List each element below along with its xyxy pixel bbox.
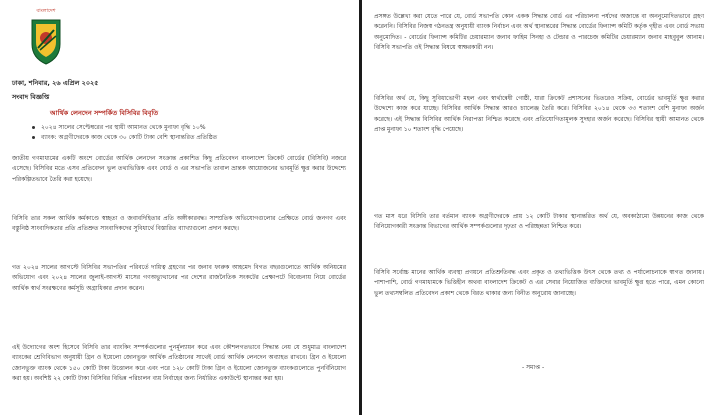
dateline: ঢাকা, শনিবার, ২৬ এপ্রিল ২০২৫ xyxy=(12,79,99,87)
logo-caption: বাংলাদেশ xyxy=(36,8,56,14)
press-release-label: সংবাদ বিজ্ঞপ্তি xyxy=(12,93,50,101)
paragraph: গত মাস ধরে বিসিবি তার বর্তমান ব্যাংক অগ্রণীদেরকে প্রায় ১২ কোটি টাকার স্থানান্তরিত অর্থ যে, অবকাঠামো উন্নয়নের কাজ থেকে বিনিয়োগকারী সংক্রান্ত বিভাগের আর্থিক সম্পর্কগুলোর দৃঢ়তা ও পরিচ্ছন্নতা নিশ্চিত করে। xyxy=(374,213,704,231)
bullet-item xyxy=(32,123,342,133)
document-title: আর্থিক লেনদেন সম্পর্কিত বিসিবির বিবৃতি xyxy=(50,109,159,117)
bullet-item xyxy=(32,133,342,143)
bullet-icon xyxy=(32,136,35,139)
highlight-bullets xyxy=(32,123,342,143)
left-page xyxy=(0,0,359,415)
paragraph: জাতীয় গণমাধ্যমের একটি অংশে বোর্ডের আর্থিক লেনদেন সংক্রান্ত প্রকাশিত কিছু প্রতিবেদন বাংলাদেশ ক্রিকেট বোর্ডের (বিসিবি) নজরে এসেছে। বিসিবির মতে এসব প্রতিবেদন ভুল তথ্যভিত্তিক এবং বোর্ড ও এর সভাপতি তাবাল ভ্রান্তক আয়োজনের ভাবমূর্তি ক্ষুণ্ণ করার উদ্দেশ্যে পরিকল্পিতভাবে তৈরি করা হয়েছে। xyxy=(12,155,346,183)
bcb-logo-icon xyxy=(28,14,64,68)
bullet-icon xyxy=(32,126,35,129)
paragraph: এই উদ্যোগের অংশ হিসেবে বিসিবি তার ব্যাংকিং সম্পর্কগুলোর পুনর্মূল্যায়ন করে এবং কৌশলগতভাবে সিদ্ধান্ত নেয় যে শুধুমাত্র বাংলাদেশ ব্যাংকের শ্রেণিবিভাগ অনুযায়ী গ্রিন ও ইয়েলো জোনভুক্ত আর্থিক প্রতিষ্ঠানের সাথেই বোর্ড আর্থিক লেনদেন অব্যাহত রাখবে। গ্রিন ও ইয়েলো জোনভুক্ত ব্যাংক থেকে ১৫০ কোটি টাকা উত্তোলন করে এবং পরে ১২৮ কোটি টাকা গ্রিন ও ইয়েলো জোনভুক্ত ব্যাংকগুলোতে পুনর্বিনিয়োগ করা হয়। অবশিষ্ট ২২ কোটি টাকা বিসিবির বিভিন্ন পরিচালন ব্যয় নির্বাহের জন্য নির্ধারিত একাউন্টে স্থানান্তর করা হয়। xyxy=(12,344,346,383)
paragraph: বিসিবির অর্থ যে, কিছু সুবিধাভোগী মহল এবং স্বার্থান্বেষী গোষ্ঠী, যারা ক্রিকেট প্রশাসনের ভিতরেও সক্রিয়, বোর্ডের ভাবমূর্তি ক্ষুণ্ণ করার উদ্দেশ্যে কাজ করে যাচ্ছে। বিসিবির আর্থিক সিদ্ধান্ত আরও চ্যালেঞ্জ তৈরি করে। বিসিবির ২০১৪ থেকে ৩৩ শতাংশ বেশি মুনাফা অর্জন করেছে। এই সিদ্ধান্ত বিসিবির আর্থিক নিরাপত্তা নিশ্চিত করেছে এবং প্রতিযোগিতামূলক সুদহার অর্জন করেছে। বিসিবির স্থায়ী আমানত থেকে প্রাপ্ত মুনাফা ১০ শতাংশ বৃদ্ধি পেয়েছে। xyxy=(374,95,704,134)
end-marker: - সমাপ্ত - xyxy=(522,364,545,371)
bullet-text: ব্যাংক: অগ্রণীদেরকে কাজ থেকে ৩০ কোটি টাকা বেশি স্থানান্তরিত প্রতিষ্ঠিত xyxy=(41,134,218,141)
paragraph: বিসিবি সর্বোচ্চ মানের আর্থিক ব্যবস্থা প্রণয়নে প্রতিশ্রুতিবদ্ধ এবং প্রকৃত ও তথ্যভিত্তিক উৎস থেকে তথ্য ও পর্যালোচনাকে স্বাগত জানায়। পাশাপাশি, বোর্ড গণমাধ্যমকে ভিত্তিহীন অথবা বাংলাদেশ ক্রিকেট ও এর সেবার নিয়োজিত ব্যক্তিদের ভাবমূর্তি ক্ষুণ্ণ হতে পারে, এমন কোনো ভুল তথ্যসম্বলিত প্রতিবেদন প্রকাশ থেকে বিরত থাকার জন্য বিনীত অনুরোধ জানাচ্ছে। xyxy=(374,269,704,297)
paragraph: প্রসঙ্গত উল্লেখ্য করা যেতে পারে যে, বোর্ড সভাপতি কোন একক সিদ্ধান্ত বোর্ড এর পরিচালনা পর্ষদের অজান্তে বা অননুমোদিতভাবে গ্রহণ করেননি। বিসিবির নিজস্ব গঠনতন্ত্র অনুযায়ী ব্যাংক নির্বাচন এবং অর্থ স্থানান্তরের সিদ্ধান্ত বোর্ডের ফিন্যান্স কমিটি কর্তৃক গৃহীত এবং বোর্ড সভায় অনুমোদিত। - বোর্ডের ফিন্যান্স কমিটির চেয়ারম্যান জনাব ফাহিম সিনহা ও টেন্ডার ও পারচেজ কমিটির চেয়ারম্যান জনাব মাহবুবুল আনাম। বিসিবি সভাপতি ওই সিদ্ধান্ত বিষয়ে স্বাক্ষরকারী নন। xyxy=(374,13,704,52)
right-page xyxy=(362,0,720,415)
paragraph: বিসিবি তার সকল আর্থিক কর্মকাণ্ডে স্বচ্ছতা ও জবাবদিহিতার প্রতি অঙ্গীকারবদ্ধ। সাম্প্রতিক অভিযোগগুলোর প্রেক্ষিতে বোর্ড জনগণ এবং বস্তুনিষ্ঠ সাংবাদিকতার প্রতি প্রতিশ্রুত সাংবাদিকদের সুবিধার্থে বিস্তারিত ব্যাখ্যাগুলো প্রদান করছে। xyxy=(12,215,346,233)
paragraph: গত ২০২৪ সালের আগস্টে বিসিবির সভাপতির পরিবর্তে দায়িত্ব গ্রহণের পর জনাব ফারুক আহমেদ বিগত বছরগুলোতে আর্থিক অনিয়মের অভিযোগ এবং ২০২৪ সালের জুলাই-আগস্ট মাসের গণঅভ্যুত্থানের পর দেশের রাজনৈতিক সংকটের প্রেক্ষাপটে বিবেচনায় নিয়ে বোর্ডের আর্থিক স্বার্থ সংরক্ষণের কর্মসূচি অগ্রাধিকার প্রদান করেন। xyxy=(12,264,346,292)
bullet-text: ২০২৪ সালের সেপ্টেম্বরের পর স্থায়ী আমানত থেকে মুনাফা বৃদ্ধি ১০% xyxy=(41,124,206,131)
